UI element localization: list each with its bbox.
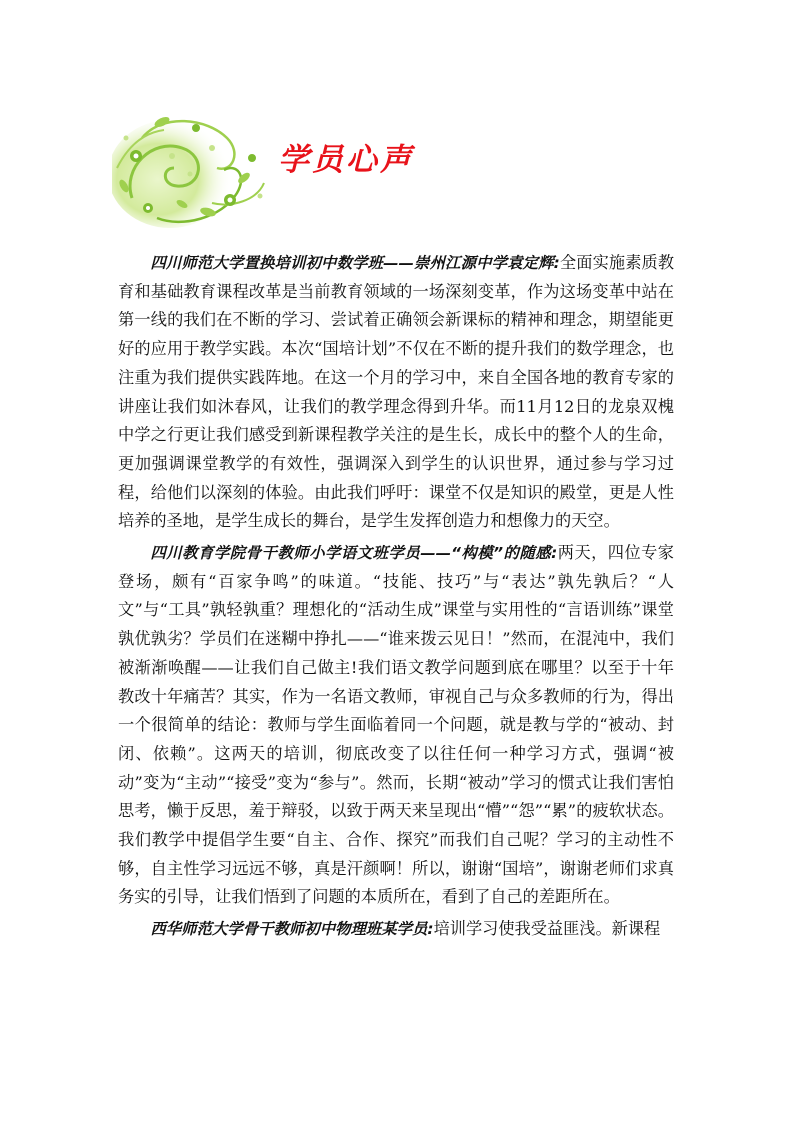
testimonial-speaker: 四川教育学院骨干教师小学语文班学员——“构模”的随感:	[150, 544, 558, 563]
green-swirl-ornament-icon	[112, 108, 272, 230]
testimonial-speaker: 西华师范大学骨干教师初中物理班某学员:	[150, 920, 434, 939]
testimonial-text: 两天，四位专家登场，颇有“百家争鸣”的味道。“技能、技巧”与“表达”孰先孰后？“人文”与“工具”孰轻孰重？理想化的“活动生成”课堂与实用性的“言语训练”课堂孰优孰劣？学员们在迷糊中挣扎——“谁来拨云见日！”然而，在混沌中，我们被渐渐唤醒——让我们自己做主!我们语文教学问题到底在哪里？以至于十年教改十年痛苦？其实，作为一名语文教师，审视自己与众多教师的行为，得出一个很简单的结论：教师与学生面临着同一个问题，就是教与学的“被动、封闭、依赖”。这两天的培训，彻底改变了以往任何一种学习方式，强调“被动”变为“主动”“接受”变为“参与”。然而，长期“被动”学习的惯式让我们害怕思考，懒于反思，羞于辩驳，以致于两天来呈现出“懵”“怨”“累”的疲软状态。我们教学中提倡学生要“自主、合作、探究”而我们自己呢？学习的主动性不够，自主性学习远远不够，真是汗颜啊！所以，谢谢“国培”，谢谢老师们求真务实的引导，让我们悟到了问题的本质所在，看到了自己的差距所在。	[118, 543, 674, 907]
testimonial-text: 全面实施素质教育和基础教育课程改革是当前教育领域的一场深刻变革，作为这场变革中站在第一线的我们在不断的学习、尝试着正确领会新课标的精神和理念，期望能更好的应用于教学实践。本次“国培计划”不仅在不断的提升我们的数学理念，也注重为我们提供实践阵地。在这一个月的学习中，来自全国各地的教育专家的讲座让我们如沐春风，让我们的教学理念得到升华。而11月12日的龙泉双槐中学之行更让我们感受到新课程教学关注的是生长，成长中的整个人的生命，更加强调课堂教学的有效性，强调深入到学生的认识世界，通过参与学习过程，给他们以深刻的体验。由此我们呼吁：课堂不仅是知识的殿堂，更是人性培养的圣地，是学生成长的舞台，是学生发挥创造力和想像力的天空。	[118, 253, 675, 531]
testimonial-paragraph	[118, 915, 674, 944]
testimonial-paragraph	[118, 249, 674, 536]
testimonial-paragraph	[118, 539, 674, 912]
testimonial-text: 培训学习使我受益匪浅。新课程	[433, 919, 661, 939]
testimonial-list	[118, 249, 674, 944]
testimonial-speaker: 四川师范大学置换培训初中数学班——崇州江源中学袁定辉:	[150, 254, 560, 272]
page-title: 学员心声	[278, 142, 414, 178]
